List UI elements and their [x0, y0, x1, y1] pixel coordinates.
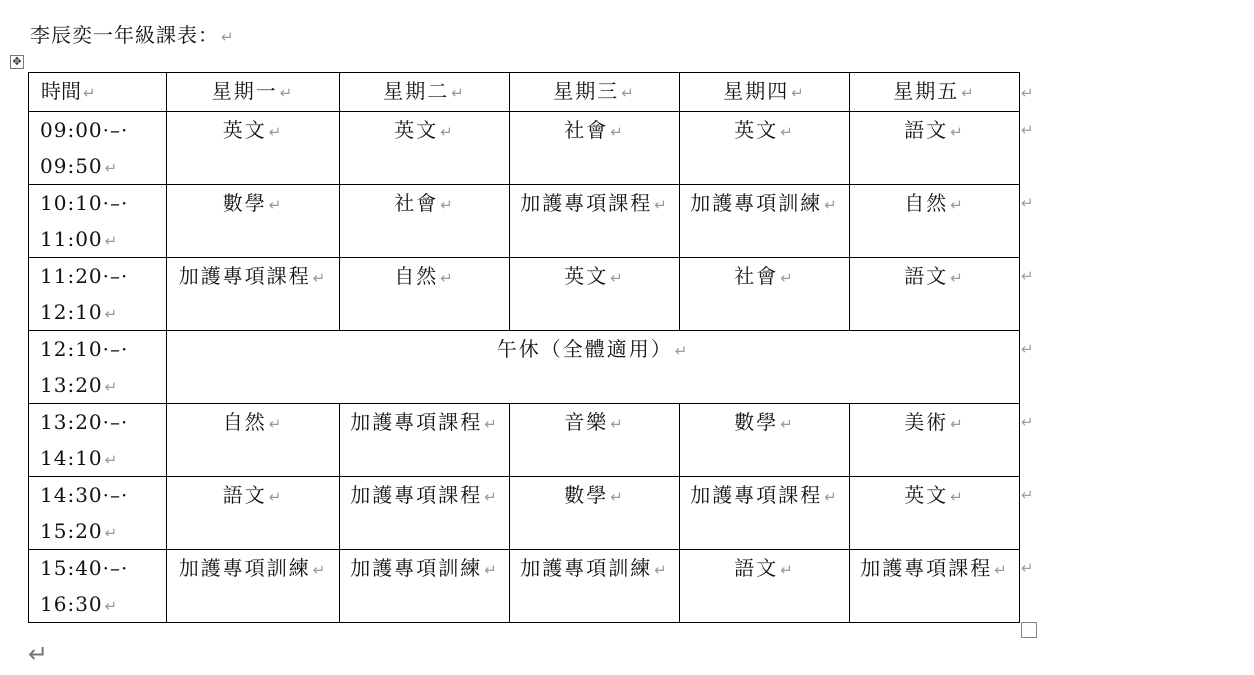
cell-end-mark-icon: ↵: [268, 196, 284, 214]
cell-end-mark-icon: ↵: [440, 269, 455, 287]
subject-cell[interactable]: [510, 477, 680, 550]
table-resize-handle-icon[interactable]: [1021, 622, 1037, 638]
cell-end-mark-icon: ↵: [279, 84, 295, 102]
cell-end-mark-icon: ↵: [994, 561, 1009, 579]
subject-label: 加護專項課程: [860, 556, 993, 580]
row-end-mark-icon: ↵: [1021, 340, 1034, 358]
subject-cell[interactable]: [680, 404, 850, 477]
time-end: 16:30: [40, 592, 103, 616]
subject-cell[interactable]: [680, 477, 850, 550]
subject-cell[interactable]: [167, 258, 340, 331]
time-start: 10:10·–·: [40, 191, 129, 215]
cell-end-mark-icon: ↵: [961, 84, 976, 102]
row-end-mark-icon: ↵: [1021, 559, 1034, 577]
time-cell[interactable]: [29, 477, 167, 550]
cell-end-mark-icon: ↵: [654, 196, 669, 214]
time-start: 09:00·–·: [40, 118, 129, 142]
cell-end-mark-icon: ↵: [268, 415, 284, 433]
subject-cell[interactable]: [340, 258, 510, 331]
cell-end-mark-icon: ↵: [610, 123, 625, 141]
subject-cell[interactable]: [340, 550, 510, 623]
cell-end-mark-icon: ↵: [654, 561, 669, 579]
subject-label: 加護專項課程: [520, 191, 653, 215]
subject-label: 語文: [734, 556, 779, 580]
table-row: [29, 404, 1020, 477]
time-end: 12:10: [40, 300, 103, 324]
subject-cell[interactable]: [850, 258, 1020, 331]
subject-cell[interactable]: [340, 477, 510, 550]
time-start: 12:10·–·: [40, 337, 129, 361]
time-cell[interactable]: [29, 550, 167, 623]
header-day-cell[interactable]: [340, 73, 510, 112]
time-end-line: [40, 148, 166, 184]
header-day-cell[interactable]: [167, 73, 340, 112]
subject-cell[interactable]: [167, 477, 340, 550]
subject-cell[interactable]: [340, 112, 510, 185]
subject-label: 英文: [222, 118, 267, 142]
cell-end-mark-icon: ↵: [268, 488, 284, 506]
time-end-line: [40, 221, 166, 257]
cell-end-mark-icon: ↵: [791, 84, 806, 102]
subject-label: 社會: [394, 191, 439, 215]
table-row: [29, 477, 1020, 550]
trailing-paragraph-mark-icon[interactable]: ↵: [28, 640, 49, 668]
subject-label: 語文: [904, 264, 949, 288]
time-end-line: [40, 513, 166, 549]
subject-cell[interactable]: [167, 404, 340, 477]
table-row: [29, 331, 1020, 404]
cell-end-mark-icon: ↵: [674, 342, 690, 360]
row-end-mark-icon: ↵: [1021, 84, 1034, 102]
header-label: 星期二: [383, 79, 450, 103]
subject-cell[interactable]: [167, 550, 340, 623]
subject-label: 加護專項訓練: [350, 556, 483, 580]
row-end-mark-icon: ↵: [1021, 194, 1034, 212]
cell-end-mark-icon: ↵: [440, 196, 455, 214]
subject-cell[interactable]: [510, 258, 680, 331]
cell-end-mark-icon: ↵: [104, 232, 119, 250]
time-start: 15:40·–·: [40, 556, 129, 580]
subject-cell[interactable]: [510, 404, 680, 477]
header-label: 星期三: [553, 79, 620, 103]
time-start: 14:30·–·: [40, 483, 129, 507]
subject-label: 美術: [904, 410, 949, 434]
subject-label: 加護專項課程: [690, 483, 823, 507]
subject-cell[interactable]: [680, 185, 850, 258]
cell-end-mark-icon: ↵: [950, 488, 965, 506]
table-header-row: [29, 73, 1020, 112]
cell-end-mark-icon: ↵: [104, 597, 119, 615]
subject-label: 加護專項課程: [178, 264, 311, 288]
header-label: 星期五: [893, 79, 960, 103]
row-end-mark-icon: ↵: [1021, 267, 1034, 285]
subject-label: 加護專項訓練: [178, 556, 311, 580]
subject-cell[interactable]: [680, 258, 850, 331]
subject-cell[interactable]: [850, 404, 1020, 477]
schedule-table: [28, 72, 1020, 623]
cell-end-mark-icon: ↵: [83, 84, 96, 102]
cell-end-mark-icon: ↵: [780, 123, 795, 141]
cell-end-mark-icon: ↵: [451, 84, 466, 102]
subject-cell[interactable]: [167, 112, 340, 185]
subject-cell[interactable]: [340, 404, 510, 477]
cell-end-mark-icon: ↵: [780, 415, 795, 433]
time-end-line: [40, 586, 166, 622]
time-end-line: [40, 367, 166, 403]
table-row: [29, 550, 1020, 623]
subject-cell[interactable]: [850, 185, 1020, 258]
subject-cell[interactable]: [680, 112, 850, 185]
subject-cell[interactable]: [850, 550, 1020, 623]
paragraph-return-icon: ↵: [221, 28, 235, 46]
subject-cell[interactable]: [510, 112, 680, 185]
subject-label: 英文: [904, 483, 949, 507]
cell-end-mark-icon: ↵: [484, 561, 499, 579]
subject-label: 數學: [564, 483, 609, 507]
cell-end-mark-icon: ↵: [104, 159, 119, 177]
subject-label: 數學: [222, 191, 267, 215]
subject-label: 語文: [904, 118, 949, 142]
subject-label: 語文: [222, 483, 267, 507]
cell-end-mark-icon: ↵: [950, 196, 965, 214]
time-end-line: [40, 294, 166, 330]
time-cell[interactable]: [29, 331, 167, 404]
subject-label: 英文: [734, 118, 779, 142]
header-day-cell[interactable]: [680, 73, 850, 112]
time-end-line: [40, 440, 166, 476]
time-end: 11:00: [40, 227, 103, 251]
header-day-cell[interactable]: [510, 73, 680, 112]
cell-end-mark-icon: ↵: [312, 561, 328, 579]
cell-end-mark-icon: ↵: [824, 196, 839, 214]
cell-end-mark-icon: ↵: [104, 451, 119, 469]
time-end: 15:20: [40, 519, 103, 543]
cell-end-mark-icon: ↵: [950, 123, 965, 141]
header-day-cell[interactable]: [850, 73, 1020, 112]
time-end: 09:50: [40, 154, 103, 178]
subject-cell[interactable]: [167, 185, 340, 258]
header-label: 時間: [41, 79, 81, 103]
subject-label: 音樂: [564, 410, 609, 434]
cell-end-mark-icon: ↵: [104, 305, 119, 323]
table-row: [29, 112, 1020, 185]
cell-end-mark-icon: ↵: [780, 269, 795, 287]
subject-cell[interactable]: [510, 185, 680, 258]
time-cell[interactable]: [29, 258, 167, 331]
table-row: [29, 258, 1020, 331]
cell-end-mark-icon: ↵: [104, 524, 119, 542]
subject-label: 自然: [394, 264, 439, 288]
cell-end-mark-icon: ↵: [484, 488, 499, 506]
subject-label: 社會: [734, 264, 779, 288]
subject-cell[interactable]: [340, 185, 510, 258]
time-cell[interactable]: [29, 404, 167, 477]
document-title: [30, 22, 235, 50]
subject-label: 社會: [564, 118, 609, 142]
subject-label: 自然: [222, 410, 267, 434]
time-start: 11:20·–·: [40, 264, 129, 288]
cell-end-mark-icon: ↵: [621, 84, 636, 102]
cell-end-mark-icon: ↵: [950, 415, 965, 433]
row-end-mark-icon: ↵: [1021, 121, 1034, 139]
subject-cell[interactable]: [680, 550, 850, 623]
cell-end-mark-icon: ↵: [440, 123, 455, 141]
cell-end-mark-icon: ↵: [950, 269, 965, 287]
subject-label: 英文: [394, 118, 439, 142]
cell-end-mark-icon: ↵: [610, 269, 625, 287]
subject-cell[interactable]: [510, 550, 680, 623]
row-end-mark-icon: ↵: [1021, 413, 1034, 431]
time-end: 13:20: [40, 373, 103, 397]
table-move-handle-icon[interactable]: ✥: [10, 55, 24, 69]
cell-end-mark-icon: ↵: [610, 415, 625, 433]
cell-end-mark-icon: ↵: [824, 488, 839, 506]
cell-end-mark-icon: ↵: [104, 378, 119, 396]
header-time-cell[interactable]: [29, 73, 167, 112]
cell-end-mark-icon: ↵: [312, 269, 328, 287]
header-label: 星期一: [211, 79, 278, 103]
cell-end-mark-icon: ↵: [780, 561, 795, 579]
document-title-text: 李辰奕一年級課表：: [30, 23, 219, 47]
subject-label: 英文: [564, 264, 609, 288]
cell-end-mark-icon: ↵: [484, 415, 499, 433]
subject-label: 加護專項訓練: [520, 556, 653, 580]
time-start: 13:20·–·: [40, 410, 129, 434]
table-row: [29, 185, 1020, 258]
row-end-mark-icon: ↵: [1021, 486, 1034, 504]
merged-lunch-cell[interactable]: [167, 331, 1020, 404]
subject-label: 數學: [734, 410, 779, 434]
header-label: 星期四: [723, 79, 790, 103]
subject-label: 加護專項課程: [350, 483, 483, 507]
subject-label: 自然: [904, 191, 949, 215]
subject-label: 加護專項訓練: [690, 191, 823, 215]
subject-cell[interactable]: [850, 477, 1020, 550]
time-end: 14:10: [40, 446, 103, 470]
subject-label: 加護專項課程: [350, 410, 483, 434]
subject-cell[interactable]: [850, 112, 1020, 185]
cell-end-mark-icon: ↵: [268, 123, 284, 141]
lunch-label: 午休（全體適用）: [496, 337, 673, 361]
time-cell[interactable]: [29, 185, 167, 258]
cell-end-mark-icon: ↵: [610, 488, 625, 506]
time-cell[interactable]: [29, 112, 167, 185]
